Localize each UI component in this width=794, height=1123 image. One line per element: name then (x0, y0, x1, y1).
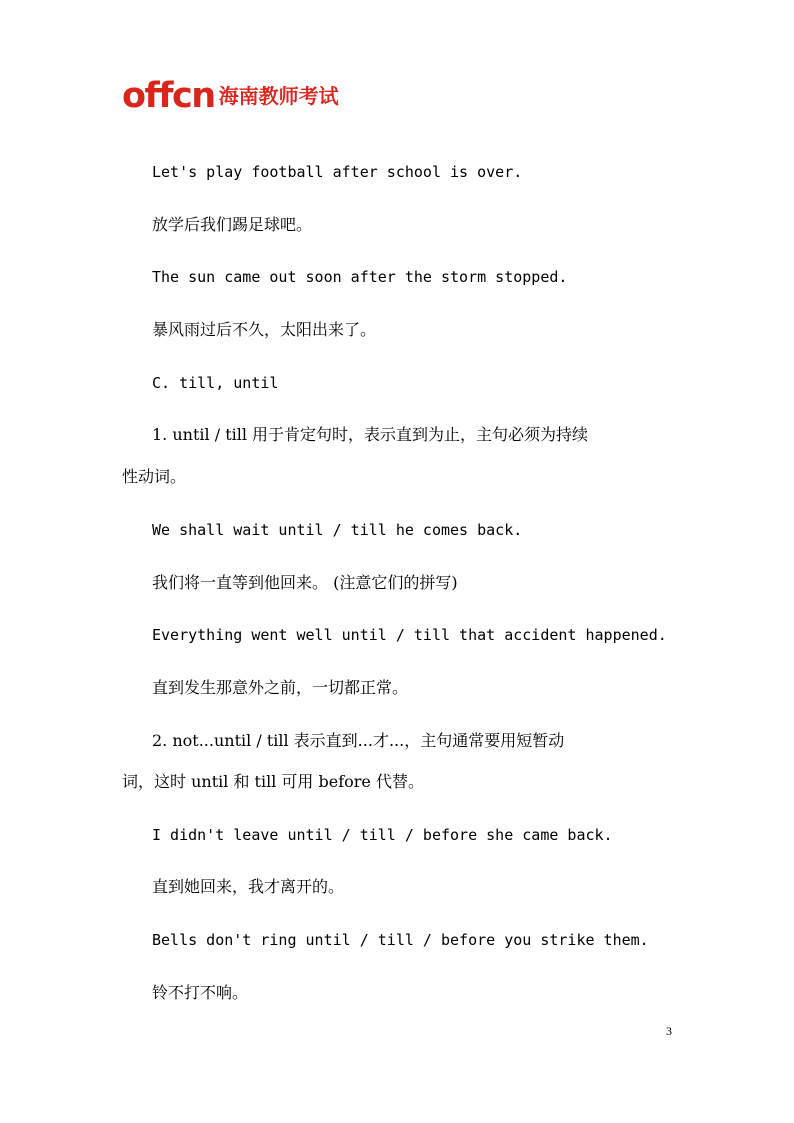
logo-subtitle: 海南教师考试 (218, 84, 339, 108)
text-line-1: Let's play football after school is over. (152, 163, 523, 181)
text-line-13: 词，这时 until 和 till 可用 before 代替。 (122, 772, 424, 791)
text-line-15: 直到她回来，我才离开的。 (152, 877, 345, 896)
text-line-17: 铃不打不响。 (152, 983, 249, 1002)
offcn-logo (122, 76, 339, 116)
text-line-7: 性动词。 (122, 467, 187, 486)
section-heading-c: C. till, until (152, 374, 279, 392)
text-line-6: 1. until / till 用于肯定句时，表示直到为止，主句必须为持续 (152, 425, 589, 444)
text-line-3: The sun came out soon after the storm stopped. (152, 268, 568, 286)
text-line-11: 直到发生那意外之前，一切都正常。 (152, 678, 409, 697)
text-line-14: I didn't leave until / till / before she came back. (152, 826, 613, 844)
text-line-8: We shall wait until / till he comes back. (152, 521, 523, 539)
page-number: 3 (666, 1024, 672, 1038)
text-line-4: 暴风雨过后不久，太阳出来了。 (152, 320, 377, 339)
logo-brand-text: offcn (122, 76, 215, 116)
text-line-9: 我们将一直等到他回来。 (注意它们的拼写) (152, 573, 458, 592)
text-line-16: Bells don't ring until / till / before you strike them. (152, 931, 649, 949)
text-line-2: 放学后我们踢足球吧。 (152, 215, 313, 234)
text-line-10: Everything went well until / till that accident happened. (152, 626, 667, 644)
text-line-12: 2. not...until / till 表示直到...才...，主句通常要用短暂动 (152, 731, 565, 750)
